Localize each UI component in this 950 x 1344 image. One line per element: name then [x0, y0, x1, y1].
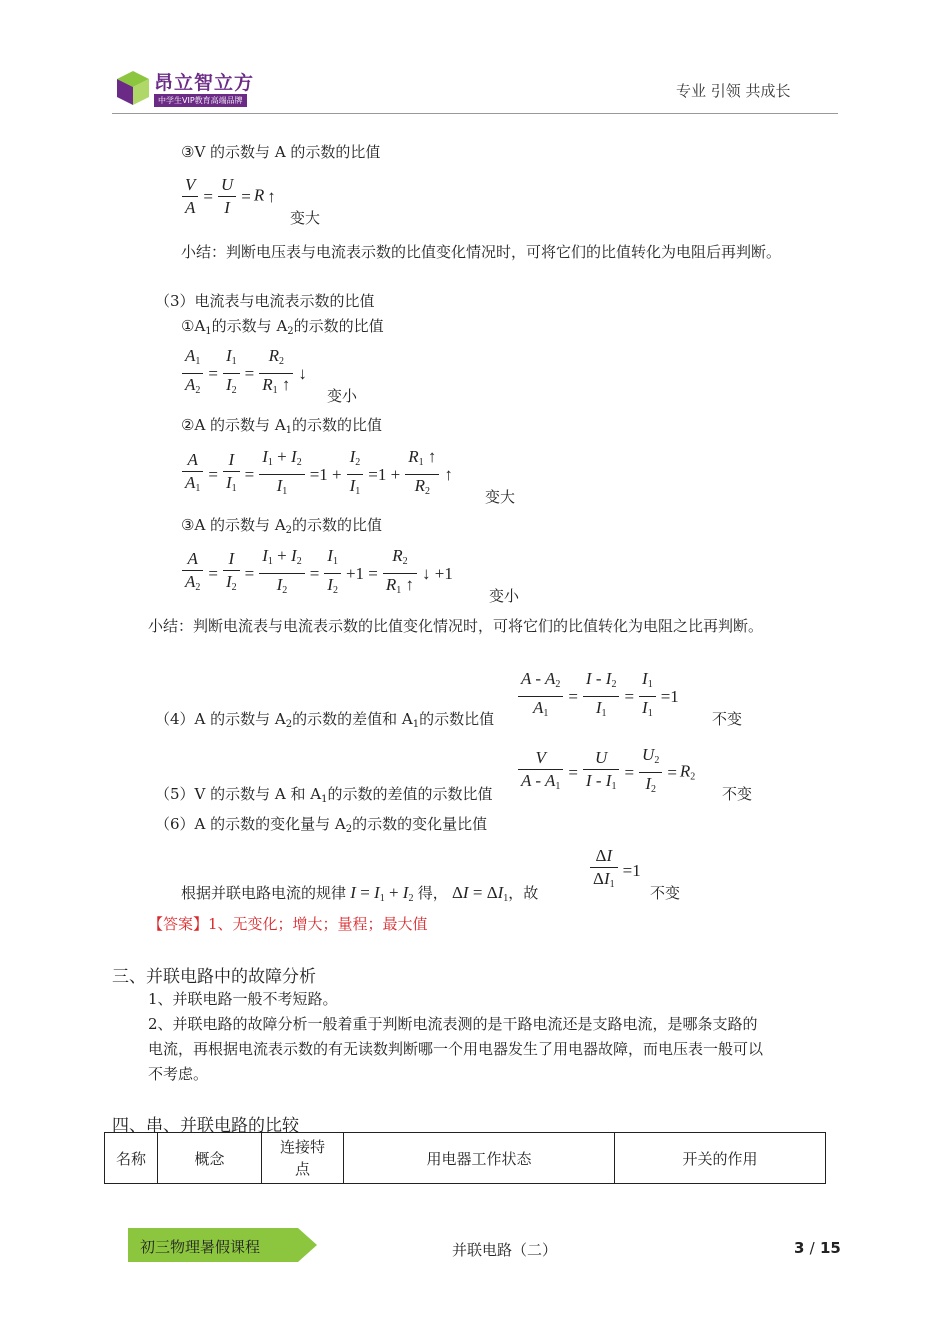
- trend-label: 变大: [485, 488, 516, 506]
- slogan: 专业 引领 共成长: [676, 82, 791, 100]
- comparison-table: [104, 1132, 826, 1184]
- formula-item6: $\frac{\Delta I}{\Delta I_1}$ =1: [588, 845, 644, 896]
- section-title: 四、串、并联电路的比较: [112, 1116, 299, 1136]
- summary-voltage: 小结：判断电压表与电流表示数的比值变化情况时，可将它们的比值转化为电阻后再判断。: [181, 243, 782, 261]
- trend-label: 不变: [650, 884, 681, 902]
- s3-label: ③V 的示数与 A 的示数的比值: [181, 143, 381, 161]
- formula-item5: $\frac{V}{A - A_1}$ = $\frac{U}{I - I_1}$ = $\frac{U_2}{I_2}$ = $R_2$: [516, 744, 695, 801]
- item-label: ②A 的示数与 $A_1$的示数的比值: [181, 416, 383, 436]
- answer: [148, 913, 428, 934]
- brand-sub: 中学生VIP教育高端品牌: [154, 94, 247, 107]
- trend-label: 不变: [722, 785, 753, 803]
- answer-text: 1、无变化；增大；量程；最大值: [208, 915, 428, 933]
- formula-a1-over-a2: $\frac{A_1}{A_2}$ = $\frac{I_1}{I_2}$ = $\frac{R_2}{R_1 ↑}$ ↓: [180, 345, 310, 402]
- footer: [0, 1222, 950, 1272]
- header-divider: [112, 113, 838, 114]
- rule-text: 根据并联电路电流的规律 $I = I_1 + I_2$ 得， $\Delta I = \Delta I_1$，故: [181, 883, 539, 904]
- table-header-connection: 连接特 点: [262, 1133, 344, 1184]
- formula-item4: $\frac{A - A_2}{A_1}$ = $\frac{I - I_2}{I_1}$ = $\frac{I_1}{I_1}$ =1: [516, 668, 682, 725]
- paragraph: 电流，再根据电流表示数的有无读数判断哪一个用电器发生了用电器故障，而电压表一般可以: [148, 1040, 764, 1058]
- trend-label: 不变: [712, 710, 743, 728]
- item-label: $①A_1$的示数与 $A_2$的示数的比值: [181, 317, 384, 337]
- trend-label: 变小: [489, 587, 520, 605]
- item-label: （6）A 的示数的变化量与 $A_2$的示数的变化量比值: [155, 815, 488, 835]
- item-label: （4）A 的示数与 $A_2$的示数的差值和 $A_1$的示数比值: [155, 710, 495, 730]
- table-header-concept: 概念: [158, 1133, 262, 1184]
- section-heading: （3）电流表与电流表示数的比值: [155, 292, 375, 310]
- trend-label: 变大: [290, 209, 321, 227]
- table-header-name: 名称: [105, 1133, 158, 1184]
- brand-name: 昂立智立方: [154, 72, 255, 94]
- item-label: ③A 的示数与 $A_2$的示数的比值: [181, 516, 383, 536]
- item-label: （5）V 的示数与 A 和 $A_1$的示数的差值的示数比值: [155, 785, 493, 805]
- summary-current: 小结：判断电流表与电流表示数的比值变化情况时，可将它们的比值转化为电阻之比再判断。: [148, 617, 764, 635]
- formula-a-over-a2: $\frac{A}{A_2}$ = $\frac{I}{I_2}$ = $\frac{I_1 + I_2}{I_2}$ = $\frac{I_1}{I_2}$ +1 = $\frac{R_2}{R_1 ↑}$ ↓ +1: [180, 545, 456, 602]
- trend-label: 变小: [327, 387, 358, 405]
- paragraph: 不考虑。: [148, 1065, 209, 1083]
- formula-a-over-a1: $\frac{A}{A_1}$ = $\frac{I}{I_1}$ = $\frac{I_1 + I_2}{I_1}$ =1 + $\frac{I_2}{I_1}$ =1 + $\frac{R_1 ↑}{R_2}$ ↑: [180, 446, 456, 503]
- page-number: 3 / 15: [794, 1239, 841, 1257]
- header: [0, 0, 950, 120]
- table-row: [105, 1133, 826, 1184]
- formula-v-over-a: $\frac{V}{A}$ = $\frac{U}{I}$ = R ↑: [180, 174, 279, 219]
- footer-course: 初三物理暑假课程: [140, 1238, 261, 1256]
- section-title: 三、并联电路中的故障分析: [112, 967, 316, 987]
- table-header-switch-role: 开关的作用: [615, 1133, 826, 1184]
- paragraph: 1、并联电路一般不考短路。: [148, 990, 338, 1008]
- brand-cube-icon: [116, 70, 150, 106]
- paragraph: 2、并联电路的故障分析一般着重于判断电流表测的是干路电流还是支路电流，是哪条支路的: [148, 1015, 758, 1033]
- answer-tag: 【答案】: [148, 915, 209, 933]
- table-header-appliance-state: 用电器工作状态: [344, 1133, 615, 1184]
- footer-topic: 并联电路（二）: [452, 1241, 558, 1259]
